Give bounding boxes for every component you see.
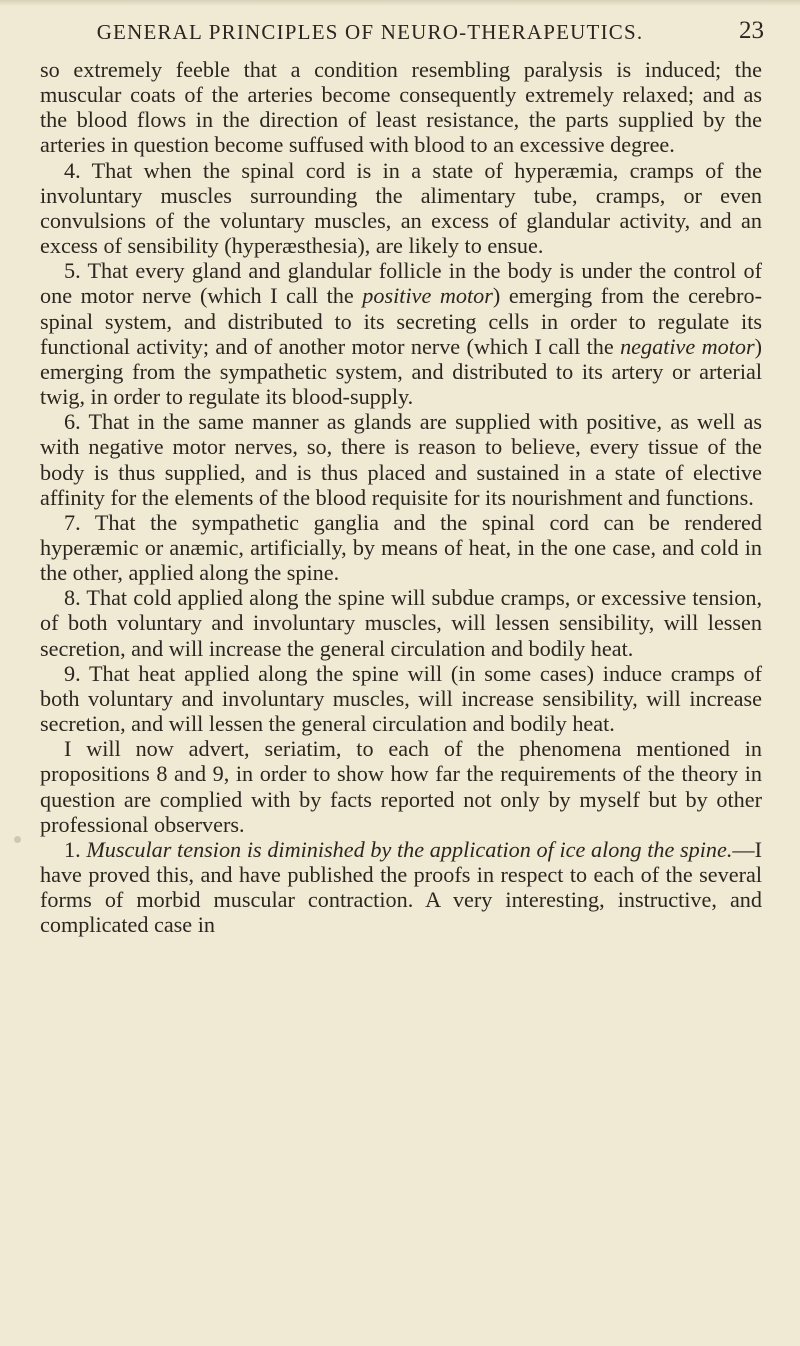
paragraph-6: 6. That in the same manner as glands are supplied with positive, as well as with negative motor nerves, so, there is reason to believe, every tissue of the body is thus supplied, and is thus placed and sustained in a state of elective affinity for the elements of the blood requisite for its nourishment and functions. [40, 409, 762, 510]
page-number: 23 [739, 17, 764, 44]
paragraph-section-1 [40, 837, 762, 938]
body-text [40, 57, 762, 937]
paragraph-8: 8. That cold applied along the spine will subdue cramps, or excessive tension, of both voluntary and involuntary muscles, will lessen sensibility, will lessen secretion, and will increase the general circulation and bodily heat. [40, 585, 762, 661]
running-title: GENERAL PRINCIPLES OF NEURO-THERAPEUTICS. [96, 20, 644, 44]
paragraph-advert: I will now advert, seriatim, to each of the phenomena mentioned in propositions 8 and 9, in order to show how far the requirements of the theory in question are complied with by facts reported not only by myself but by other professional observers. [40, 736, 762, 837]
paragraph-4: 4. That when the spinal cord is in a state of hyperæmia, cramps of the involuntary muscles surrounding the alimentary tube, cramps, or even convulsions of the voluntary muscles, an excess of glandular activity, and an excess of sensibility (hyperæsthesia), are likely to ensue. [40, 157, 762, 259]
paragraph-5-text-c: ) emerging from the sympathetic system, and distributed to its artery or arterial twig, in order to regulate its blood-supply. [40, 333, 762, 410]
paragraph-continuation: so extremely feeble that a condition resembling paralysis is induced; the muscular coats of the arteries become consequently extremely relaxed; and as the blood flows in the direction of least resistance, the parts supplied by the arteries in question become suffused with blood to an excessive degree. [40, 57, 762, 158]
paragraph-7: 7. That the sympathetic ganglia and the spinal cord can be rendered hyperæmic or anæmic, artificially, by means of heat, in the one case, and cold in the other, applied along the spine. [40, 509, 762, 586]
section-1-number: 1. [64, 836, 87, 862]
torn-top-edge [0, 0, 800, 6]
negative-motor-term: negative motor [620, 333, 755, 359]
paragraph-5-text-b: ) emerging from the cerebro-spinal system, and distributed to its secreting cells in order to regulate its functional activity; and of another motor nerve (which I call the [40, 283, 762, 359]
paragraph-5-text-a: 5. That every gland and glandular follicle in the body is under the control of one motor nerve (which I call the [40, 258, 762, 309]
paragraph-5 [40, 258, 762, 409]
positive-motor-term: positive motor [362, 283, 493, 309]
page-header [30, 12, 770, 52]
section-1-heading: Muscular tension is diminished by the application of ice along the spine. [86, 836, 733, 862]
ink-spot [14, 836, 21, 843]
paragraph-9: 9. That heat applied along the spine will (in some cases) induce cramps of both voluntary and involuntary muscles, will increase sensibility, will increase secretion, and will lessen the general circulation and bodily heat. [40, 660, 762, 737]
section-1-text: —I have proved this, and have published the proofs in respect to each of the several forms of morbid muscular contraction. A very interesting, instructive, and complicated case in [40, 836, 762, 938]
